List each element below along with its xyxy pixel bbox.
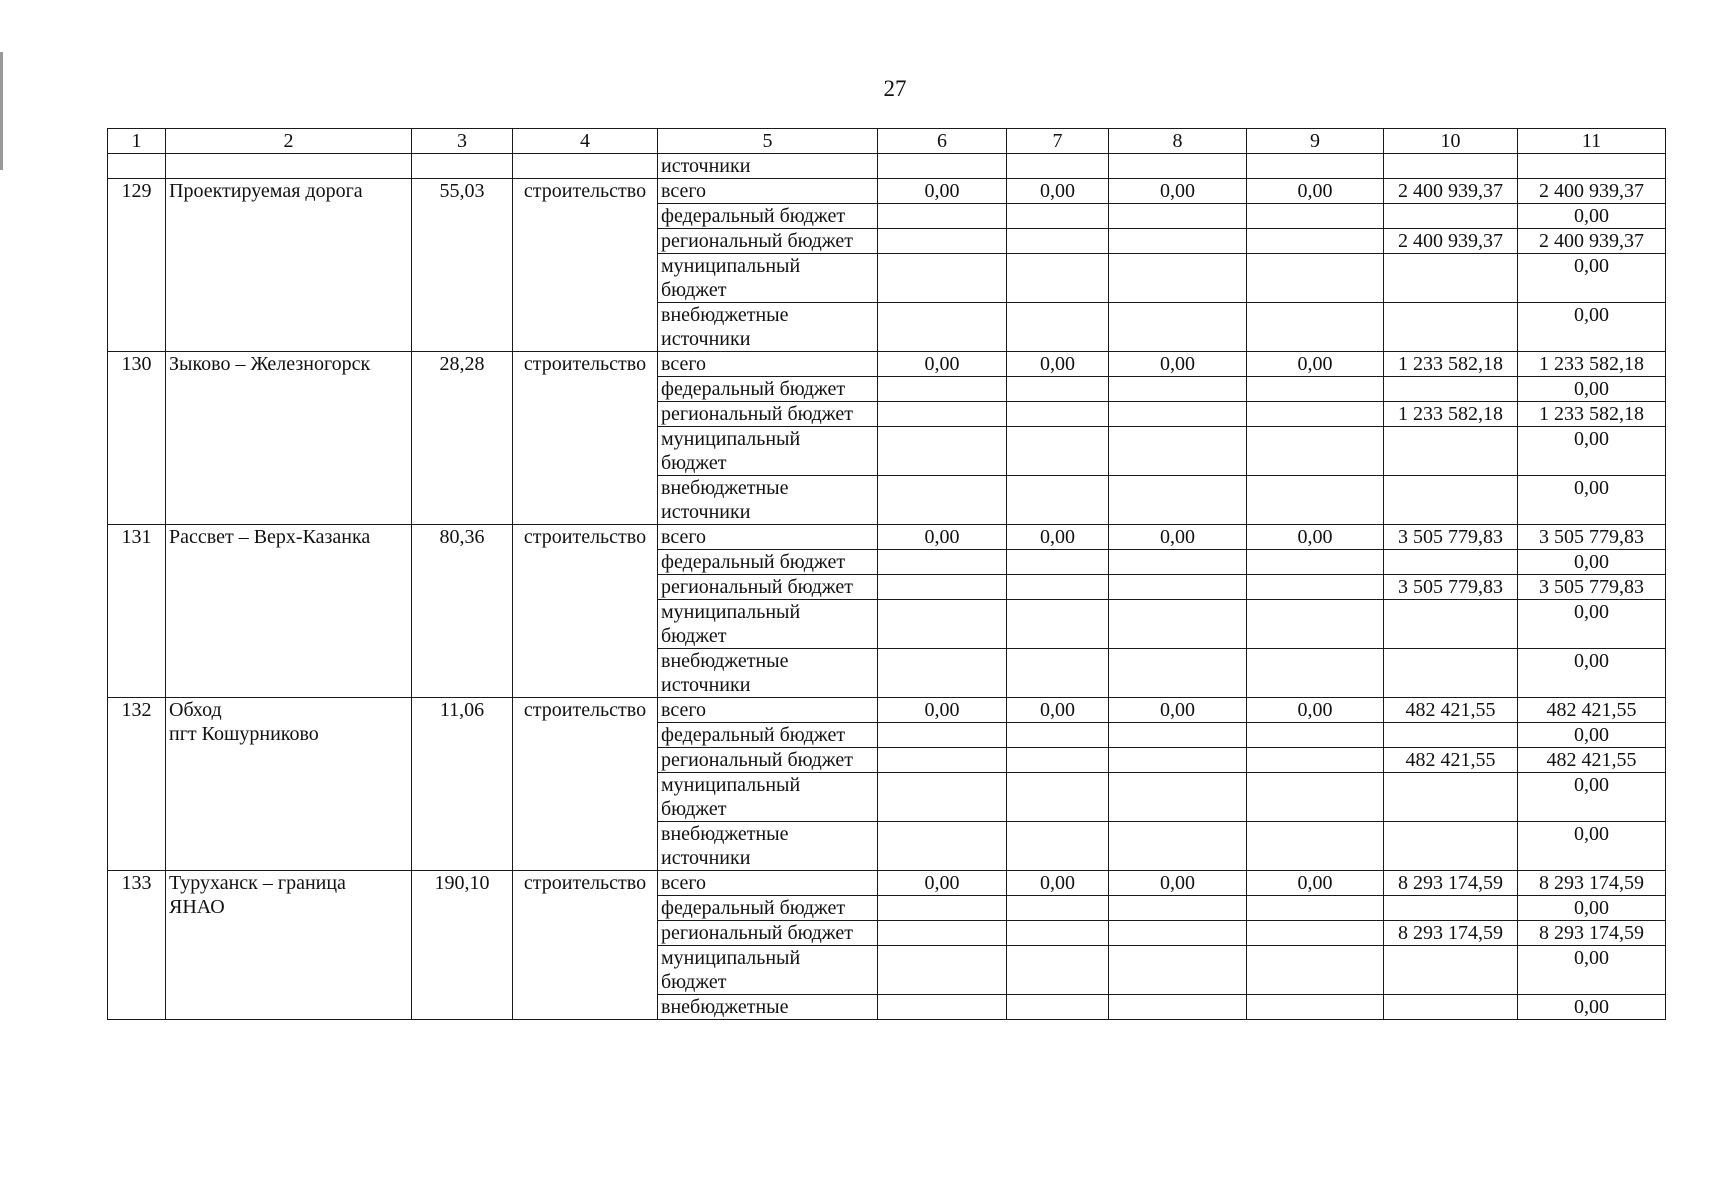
amount-c8: [1109, 921, 1247, 946]
amount-c10: [1384, 896, 1518, 921]
table-row: [108, 698, 1666, 723]
amount-c8: 0,00: [1109, 179, 1247, 204]
amount-c6: [878, 303, 1007, 352]
amount-c6: [878, 921, 1007, 946]
amount-c11: 0,00: [1518, 476, 1666, 525]
column-header: 11: [1518, 129, 1666, 154]
funding-source: федеральный бюджет: [658, 550, 878, 575]
amount-c11: 0,00: [1518, 649, 1666, 698]
amount-c8: [1109, 402, 1247, 427]
funding-source: всего: [658, 179, 878, 204]
amount-c6: [878, 822, 1007, 871]
table-body: [108, 129, 1666, 1020]
amount-c10: [1384, 723, 1518, 748]
funding-source: региональный бюджет: [658, 921, 878, 946]
funding-source: федеральный бюджет: [658, 896, 878, 921]
amount-c10: 482 421,55: [1384, 748, 1518, 773]
amount-c10: 482 421,55: [1384, 698, 1518, 723]
amount-c8: [1109, 946, 1247, 995]
amount-c11: 1 233 582,18: [1518, 402, 1666, 427]
table-row: [108, 179, 1666, 204]
amount-c10: [1384, 600, 1518, 649]
funding-source: муниципальный бюджет: [658, 427, 878, 476]
amount-c10: [1384, 822, 1518, 871]
amount-c6: [878, 946, 1007, 995]
work-type: строительство: [513, 871, 658, 1020]
object-length: 11,06: [412, 698, 513, 871]
amount-c8: [1109, 822, 1247, 871]
funding-source: федеральный бюджет: [658, 723, 878, 748]
funding-source: муниципальный бюджет: [658, 773, 878, 822]
object-length: 80,36: [412, 525, 513, 698]
amount-c10: 1 233 582,18: [1384, 352, 1518, 377]
table-row: [108, 871, 1666, 896]
continuation-row: [108, 154, 1666, 179]
column-header: 3: [412, 129, 513, 154]
funding-source: всего: [658, 352, 878, 377]
amount-c8: [1109, 476, 1247, 525]
amount-c10: 2 400 939,37: [1384, 179, 1518, 204]
source-cell: источники: [658, 154, 878, 179]
amount-c7: [1007, 229, 1109, 254]
object-length: 55,03: [412, 179, 513, 352]
amount-c9: [1247, 204, 1384, 229]
page-number: 27: [883, 76, 907, 101]
amount-c10: 8 293 174,59: [1384, 921, 1518, 946]
amount-c7: [1007, 995, 1109, 1020]
amount-c11: 482 421,55: [1518, 698, 1666, 723]
amount-c9: [1247, 377, 1384, 402]
amount-c6: [878, 773, 1007, 822]
amount-c10: [1384, 946, 1518, 995]
amount-c10: [1384, 303, 1518, 352]
amount-c9: [1247, 748, 1384, 773]
amount-c7: [1007, 377, 1109, 402]
amount-c7: [1007, 550, 1109, 575]
amount-c10: [1384, 995, 1518, 1020]
funding-source: федеральный бюджет: [658, 377, 878, 402]
amount-c7: [1007, 649, 1109, 698]
funding-source: внебюджетные источники: [658, 822, 878, 871]
amount-c11: 0,00: [1518, 254, 1666, 303]
amount-c6: [878, 723, 1007, 748]
amount-c10: 3 505 779,83: [1384, 525, 1518, 550]
amount-c11: 0,00: [1518, 773, 1666, 822]
amount-c8: [1109, 896, 1247, 921]
funding-source: внебюджетные источники: [658, 303, 878, 352]
amount-c7: [1007, 402, 1109, 427]
amount-c10: 1 233 582,18: [1384, 402, 1518, 427]
object-number: 130: [108, 352, 166, 525]
amount-c10: [1384, 377, 1518, 402]
funding-source: региональный бюджет: [658, 229, 878, 254]
budget-table: [107, 128, 1666, 1020]
amount-c6: [878, 229, 1007, 254]
funding-source: всего: [658, 525, 878, 550]
amount-c10: 3 505 779,83: [1384, 575, 1518, 600]
amount-c10: [1384, 649, 1518, 698]
amount-c11: 8 293 174,59: [1518, 921, 1666, 946]
amount-c7: [1007, 254, 1109, 303]
amount-c7: [1007, 476, 1109, 525]
amount-c9: 0,00: [1247, 871, 1384, 896]
amount-c7: [1007, 723, 1109, 748]
amount-c7: [1007, 427, 1109, 476]
amount-c6: [878, 476, 1007, 525]
amount-c11: 0,00: [1518, 303, 1666, 352]
column-header: 10: [1384, 129, 1518, 154]
funding-source: муниципальный бюджет: [658, 254, 878, 303]
amount-c11: 2 400 939,37: [1518, 179, 1666, 204]
amount-c8: [1109, 723, 1247, 748]
amount-c11: 3 505 779,83: [1518, 525, 1666, 550]
amount-c11: 0,00: [1518, 427, 1666, 476]
amount-c9: 0,00: [1247, 179, 1384, 204]
amount-c9: 0,00: [1247, 698, 1384, 723]
amount-c8: 0,00: [1109, 698, 1247, 723]
scan-edge: [0, 52, 3, 170]
amount-c8: [1109, 427, 1247, 476]
amount-c10: [1384, 204, 1518, 229]
object-name: Зыково – Железногорск: [166, 352, 412, 525]
amount-c8: [1109, 303, 1247, 352]
object-length: 28,28: [412, 352, 513, 525]
amount-c10: [1384, 550, 1518, 575]
amount-c7: 0,00: [1007, 698, 1109, 723]
amount-c6: 0,00: [878, 352, 1007, 377]
amount-c8: [1109, 649, 1247, 698]
amount-c9: [1247, 773, 1384, 822]
amount-c11: 0,00: [1518, 377, 1666, 402]
amount-c9: [1247, 896, 1384, 921]
amount-c11: 0,00: [1518, 822, 1666, 871]
object-name: Обход пгт Кошурниково: [166, 698, 412, 871]
amount-c8: [1109, 575, 1247, 600]
amount-c9: 0,00: [1247, 352, 1384, 377]
object-name: Проектируемая дорога: [166, 179, 412, 352]
object-number: 132: [108, 698, 166, 871]
object-name: Туруханск – граница ЯНАО: [166, 871, 412, 1020]
amount-c9: [1247, 303, 1384, 352]
amount-c11: 3 505 779,83: [1518, 575, 1666, 600]
amount-c9: [1247, 946, 1384, 995]
amount-c9: [1247, 550, 1384, 575]
amount-c8: [1109, 995, 1247, 1020]
amount-c6: [878, 896, 1007, 921]
amount-c6: [878, 254, 1007, 303]
funding-source: региональный бюджет: [658, 575, 878, 600]
amount-c8: [1109, 204, 1247, 229]
amount-c6: 0,00: [878, 871, 1007, 896]
amount-c11: 0,00: [1518, 204, 1666, 229]
amount-c7: [1007, 575, 1109, 600]
amount-c11: 0,00: [1518, 600, 1666, 649]
amount-c7: [1007, 822, 1109, 871]
amount-c6: [878, 402, 1007, 427]
amount-c8: [1109, 600, 1247, 649]
amount-c9: 0,00: [1247, 525, 1384, 550]
object-number: 133: [108, 871, 166, 1020]
amount-c10: [1384, 476, 1518, 525]
amount-c7: [1007, 773, 1109, 822]
object-number: 131: [108, 525, 166, 698]
amount-c8: [1109, 748, 1247, 773]
work-type: строительство: [513, 352, 658, 525]
funding-source: внебюджетные: [658, 995, 878, 1020]
amount-c6: [878, 575, 1007, 600]
column-header: 6: [878, 129, 1007, 154]
work-type: строительство: [513, 698, 658, 871]
amount-c11: 0,00: [1518, 550, 1666, 575]
column-header: 5: [658, 129, 878, 154]
amount-c6: [878, 204, 1007, 229]
amount-c9: [1247, 402, 1384, 427]
amount-c8: [1109, 229, 1247, 254]
amount-c9: [1247, 723, 1384, 748]
amount-c6: 0,00: [878, 179, 1007, 204]
amount-c8: 0,00: [1109, 871, 1247, 896]
amount-c8: [1109, 550, 1247, 575]
amount-c10: [1384, 254, 1518, 303]
funding-source: внебюджетные источники: [658, 476, 878, 525]
amount-c6: [878, 600, 1007, 649]
work-type: строительство: [513, 525, 658, 698]
amount-c9: [1247, 476, 1384, 525]
table-row: [108, 352, 1666, 377]
funding-source: региональный бюджет: [658, 402, 878, 427]
amount-c11: 0,00: [1518, 896, 1666, 921]
amount-c9: [1247, 649, 1384, 698]
amount-c7: [1007, 748, 1109, 773]
amount-c8: [1109, 773, 1247, 822]
work-type: строительство: [513, 179, 658, 352]
object-name: Рассвет – Верх-Казанка: [166, 525, 412, 698]
funding-source: муниципальный бюджет: [658, 600, 878, 649]
amount-c6: 0,00: [878, 525, 1007, 550]
amount-c9: [1247, 229, 1384, 254]
amount-c9: [1247, 254, 1384, 303]
amount-c9: [1247, 995, 1384, 1020]
amount-c8: [1109, 377, 1247, 402]
column-header: 8: [1109, 129, 1247, 154]
amount-c9: [1247, 921, 1384, 946]
column-header: 2: [166, 129, 412, 154]
amount-c7: [1007, 204, 1109, 229]
amount-c11: 0,00: [1518, 723, 1666, 748]
amount-c10: [1384, 773, 1518, 822]
amount-c10: 2 400 939,37: [1384, 229, 1518, 254]
amount-c9: [1247, 822, 1384, 871]
amount-c8: [1109, 254, 1247, 303]
amount-c9: [1247, 427, 1384, 476]
amount-c10: [1384, 427, 1518, 476]
column-header: 9: [1247, 129, 1384, 154]
funding-source: внебюджетные источники: [658, 649, 878, 698]
amount-c7: [1007, 600, 1109, 649]
amount-c6: [878, 649, 1007, 698]
funding-source: всего: [658, 698, 878, 723]
amount-c11: 0,00: [1518, 995, 1666, 1020]
amount-c7: 0,00: [1007, 179, 1109, 204]
column-header: 4: [513, 129, 658, 154]
amount-c7: [1007, 303, 1109, 352]
funding-source: муниципальный бюджет: [658, 946, 878, 995]
object-number: 129: [108, 179, 166, 352]
amount-c9: [1247, 575, 1384, 600]
amount-c11: 482 421,55: [1518, 748, 1666, 773]
amount-c7: 0,00: [1007, 871, 1109, 896]
table-row: [108, 525, 1666, 550]
amount-c11: 1 233 582,18: [1518, 352, 1666, 377]
column-header: 7: [1007, 129, 1109, 154]
amount-c6: [878, 748, 1007, 773]
column-header: 1: [108, 129, 166, 154]
amount-c8: 0,00: [1109, 352, 1247, 377]
amount-c10: 8 293 174,59: [1384, 871, 1518, 896]
amount-c7: 0,00: [1007, 352, 1109, 377]
amount-c7: [1007, 921, 1109, 946]
amount-c7: [1007, 946, 1109, 995]
funding-source: федеральный бюджет: [658, 204, 878, 229]
amount-c8: 0,00: [1109, 525, 1247, 550]
amount-c6: [878, 995, 1007, 1020]
amount-c11: 2 400 939,37: [1518, 229, 1666, 254]
amount-c11: 0,00: [1518, 946, 1666, 995]
amount-c6: [878, 427, 1007, 476]
object-length: 190,10: [412, 871, 513, 1020]
amount-c11: 8 293 174,59: [1518, 871, 1666, 896]
funding-source: всего: [658, 871, 878, 896]
funding-source: региональный бюджет: [658, 748, 878, 773]
column-header-row: [108, 129, 1666, 154]
amount-c7: [1007, 896, 1109, 921]
amount-c6: [878, 550, 1007, 575]
amount-c6: [878, 377, 1007, 402]
amount-c7: 0,00: [1007, 525, 1109, 550]
amount-c6: 0,00: [878, 698, 1007, 723]
amount-c9: [1247, 600, 1384, 649]
